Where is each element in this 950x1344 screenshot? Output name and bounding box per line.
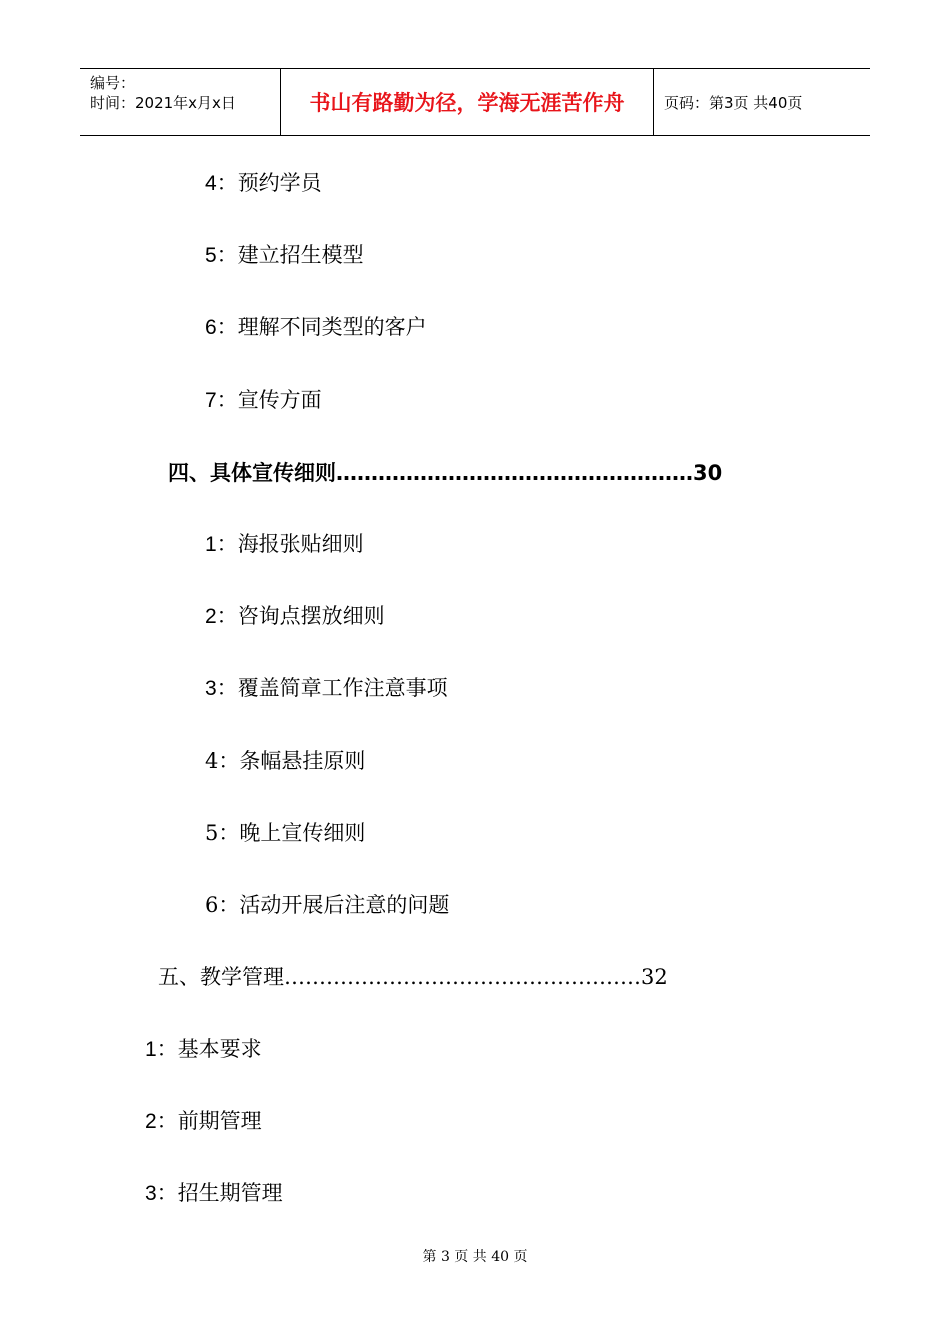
page-footer: 第 3 页 共 40 页 bbox=[422, 1249, 528, 1265]
toc-item: 7：宣传方面 bbox=[205, 388, 322, 412]
toc-item: 2：咨询点摆放细则 bbox=[205, 604, 385, 628]
number-label: 编号： bbox=[90, 74, 136, 92]
page-header bbox=[80, 68, 870, 136]
toc-item: 1：基本要求 bbox=[145, 1037, 262, 1061]
toc-item: 6：理解不同类型的客户 bbox=[205, 315, 427, 339]
toc-item: 3：覆盖简章工作注意事项 bbox=[205, 676, 448, 700]
toc-item: 4：预约学员 bbox=[205, 171, 322, 195]
time-label: 时间：2021年x月x日 bbox=[90, 94, 236, 112]
header-meta bbox=[80, 69, 281, 135]
toc-item: 1：海报张贴细则 bbox=[205, 532, 364, 556]
toc-item: 6：活动开展后注意的问题 bbox=[205, 893, 450, 917]
toc-item: 3：招生期管理 bbox=[145, 1181, 283, 1205]
toc-item: 5：晚上宣传细则 bbox=[205, 821, 366, 845]
header-page-info: 页码：第3页 共40页 bbox=[664, 93, 803, 112]
toc-section-heading: 五、教学管理……………………………………………32 bbox=[158, 965, 668, 989]
toc-item: 5：建立招生模型 bbox=[205, 243, 364, 267]
toc-item: 2：前期管理 bbox=[145, 1109, 262, 1133]
toc-item: 4：条幅悬挂原则 bbox=[205, 749, 366, 773]
header-motto: 书山有路勤为径，学海无涯苦作舟 bbox=[281, 69, 654, 135]
toc-section-heading: 四、具体宣传细则……………………………………………30 bbox=[168, 461, 723, 485]
